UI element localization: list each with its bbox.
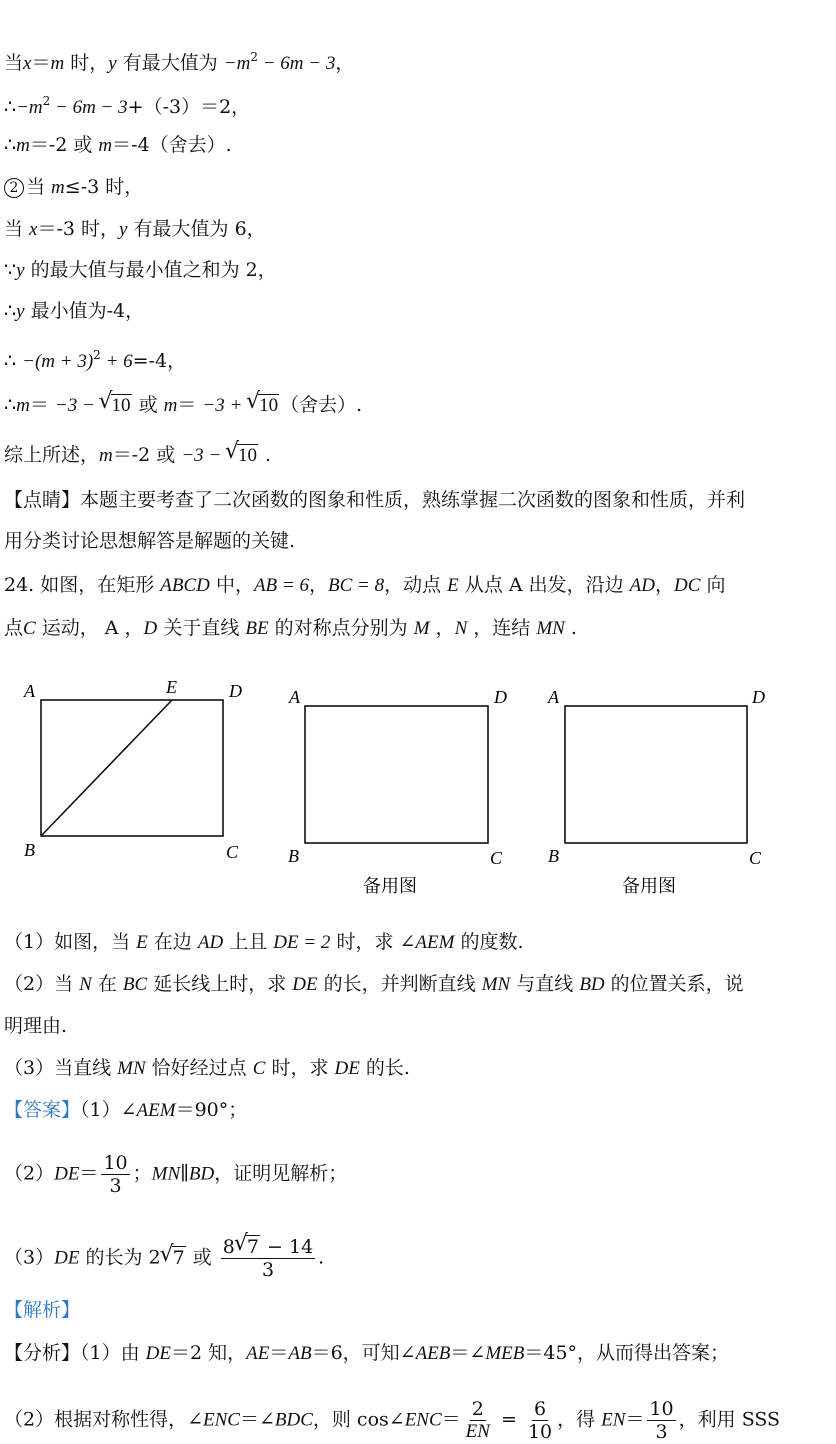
comment-line-1: 【点睛】本题主要考查了二次函数的图象和性质，熟练掌握二次函数的图象和性质，并利: [4, 489, 746, 511]
fraction: $\frac{2}{EN}$: [465, 1398, 490, 1442]
sub-question-2: （2）当 N 在 BC 延长线上时，求 DE 的长，并判断直线 MN 与直线 BD 的位置关系，说: [4, 973, 744, 995]
vertex-A: A: [289, 687, 300, 707]
vertex-C: C: [490, 848, 503, 868]
vertex-D: D: [494, 687, 507, 707]
analysis-line-1: 【分析】（1）由 DE＝2 知，AE＝AB＝6，可知∠AEB＝∠MEB＝45°，从而得出答案；: [4, 1342, 730, 1364]
figure-2: [288, 687, 507, 897]
question-24-line-1: 24. 如图，在矩形 ABCD 中，AB = 6，BC = 8，动点 E 从点 A 出发，沿边 AD，DC 向: [4, 574, 726, 596]
solution-line-7: ∴y 最小值为-4，: [4, 300, 145, 322]
comment-line-2: 用分类讨论思想解答是解题的关键.: [4, 530, 296, 552]
answer-line-3: （3）DE 的长为 2√ 7 或 $\frac{8√ 7 - 14}{3}$ .: [4, 1236, 830, 1281]
sqrt: √ 10: [100, 392, 132, 419]
vertex-B: B: [548, 846, 559, 866]
sub-question-1: （1）如图，当 E 在边 AD 上且 DE = 2 时，求 ∠AEM 的度数.: [4, 931, 524, 953]
solution-line-10: 综上所述，m＝-2 或 −3 − √ 10 .: [4, 442, 830, 469]
solution-line-2: $\therefore-m^2 - 6m - 3+(-3)=2$，: [4, 94, 251, 118]
circled-number: 2: [4, 178, 24, 198]
solution-line-3: ∴m＝-2 或 m＝-4（舍去）.: [4, 134, 232, 156]
sqrt: √ 7: [235, 1236, 260, 1258]
solution-line-8: ∴ $-(m + 3)^2 + 6=-4$，: [4, 348, 187, 372]
answer-tag: 【答案】: [4, 1099, 81, 1121]
analysis-line-2: （2）根据对称性得，∠ENC＝∠BDC，则 cos∠ENC＝ $\frac{2}{EN}$ = $\frac{6}{10}$ ，得 EN＝ $\frac{10}{3}$ ，利用 SSS: [4, 1398, 781, 1443]
fraction: $\frac{10}{3}$: [103, 1152, 128, 1197]
figure-1: [23, 677, 242, 862]
question-24-line-2: 点C 运动， A ，D 关于直线 BE 的对称点分别为 M ，N ，连结 MN .: [4, 617, 577, 639]
solution-line-1: 当x＝m 时，y 有最大值为 $-m^2 - 6m - 3$，: [4, 50, 355, 74]
vertex-D: D: [229, 681, 242, 701]
solution-line-5: 当 x＝-3 时，y 有最大值为 6，: [4, 218, 266, 240]
vertex-A: A: [24, 681, 35, 701]
vertex-A: A: [548, 687, 559, 707]
solution-line-4: 2 当 m≤-3 时，: [4, 174, 830, 201]
analysis-tag: 【解析】: [4, 1299, 81, 1321]
figure-caption: 备用图: [622, 876, 676, 897]
sqrt: √ 10: [247, 392, 279, 419]
vertex-B: B: [24, 840, 35, 860]
fraction: $\frac{6}{10}$: [527, 1398, 553, 1443]
answer-line-1: 【答案】（1）∠AEM＝90°；: [4, 1099, 248, 1121]
sub-question-3: （3）当直线 MN 恰好经过点 C 时，求 DE 的长.: [4, 1057, 410, 1079]
vertex-E: E: [166, 677, 177, 697]
solution-line-9: ∴m＝ −3 − √ 10 或 m＝ −3 + √ 10 （舍去）.: [4, 392, 830, 419]
figure-3: [547, 687, 765, 897]
figure-caption: 备用图: [363, 876, 417, 897]
sqrt: √ 10: [226, 442, 258, 469]
vertex-C: C: [749, 848, 762, 868]
vertex-D: D: [752, 687, 765, 707]
fraction: $\frac{10}{3}$: [649, 1398, 674, 1443]
vertex-C: C: [226, 842, 239, 862]
sqrt: √ 7: [161, 1245, 186, 1271]
vertex-B: B: [288, 846, 299, 866]
solution-line-6: ∵y 的最大值与最小值之和为 2，: [4, 259, 277, 281]
answer-line-2: （2）DE＝ $\frac{10}{3}$ ；MN∥BD，证明见解析；: [4, 1152, 348, 1197]
fraction: $\frac{8√ 7 - 14}{3}$: [221, 1236, 315, 1281]
analysis-tag-line: [4, 1297, 830, 1323]
sub-question-2-cont: 明理由.: [4, 1015, 68, 1037]
